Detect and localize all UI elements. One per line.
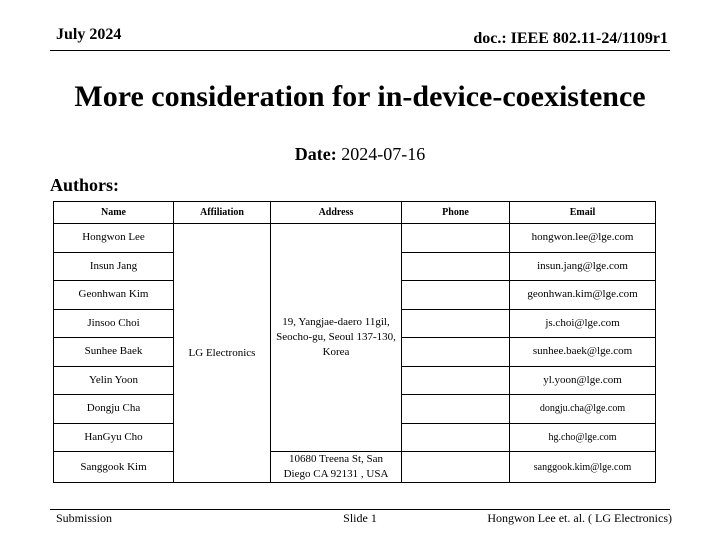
author-name: Sunhee Baek	[54, 338, 174, 367]
date-label: Date:	[294, 144, 337, 164]
column-header-name: Name	[54, 202, 174, 224]
header-date: July 2024	[56, 26, 122, 43]
authors-table	[53, 201, 656, 483]
author-phone	[402, 395, 510, 424]
author-name: Insun Jang	[54, 252, 174, 281]
author-phone	[402, 452, 510, 483]
author-email: dongju.cha@lge.com	[510, 395, 656, 424]
slide-title: More consideration for in-device-coexistence	[74, 80, 646, 113]
author-phone	[402, 338, 510, 367]
author-email: sunhee.baek@lge.com	[510, 338, 656, 367]
footer-submission: Submission	[56, 511, 113, 525]
author-email: yl.yoon@lge.com	[510, 366, 656, 395]
author-email: sanggook.kim@lge.com	[510, 452, 656, 483]
header-doc-id: doc.: IEEE 802.11-24/1109r1	[473, 30, 668, 47]
author-phone	[402, 281, 510, 310]
author-name: Sanggook Kim	[54, 452, 174, 483]
author-email: hg.cho@lge.com	[510, 423, 656, 452]
footer-divider	[50, 509, 670, 510]
author-email: hongwon.lee@lge.com	[510, 224, 656, 253]
date-value: 2024-07-16	[341, 144, 426, 164]
authors-heading: Authors:	[50, 175, 120, 195]
address-cell: 19, Yangjae-daero 11gil, Seocho-gu, Seoul 137-130, Korea	[271, 224, 402, 452]
column-header-address: Address	[271, 202, 402, 224]
author-name: Jinsoo Choi	[54, 309, 174, 338]
footer-slide-number: Slide 1	[343, 511, 377, 525]
address-cell-last: 10680 Treena St, San Diego CA 92131 , USA	[271, 452, 402, 483]
author-name: Geonhwan Kim	[54, 281, 174, 310]
table-row	[54, 224, 656, 253]
author-name: HanGyu Cho	[54, 423, 174, 452]
column-header-phone: Phone	[402, 202, 510, 224]
author-phone	[402, 252, 510, 281]
date-line	[0, 144, 720, 165]
author-name: Yelin Yoon	[54, 366, 174, 395]
table-header-row	[54, 202, 656, 224]
author-phone	[402, 224, 510, 253]
author-phone	[402, 366, 510, 395]
author-email: geonhwan.kim@lge.com	[510, 281, 656, 310]
table-row	[54, 452, 656, 483]
column-header-email: Email	[510, 202, 656, 224]
author-name: Dongju Cha	[54, 395, 174, 424]
affiliation-cell: LG Electronics	[174, 224, 271, 483]
author-name: Hongwon Lee	[54, 224, 174, 253]
author-email: insun.jang@lge.com	[510, 252, 656, 281]
author-phone	[402, 423, 510, 452]
column-header-affiliation: Affiliation	[174, 202, 271, 224]
author-phone	[402, 309, 510, 338]
author-email: js.choi@lge.com	[510, 309, 656, 338]
header-divider	[50, 50, 670, 51]
footer-author-credit: Hongwon Lee et. al. ( LG Electronics)	[487, 511, 672, 525]
